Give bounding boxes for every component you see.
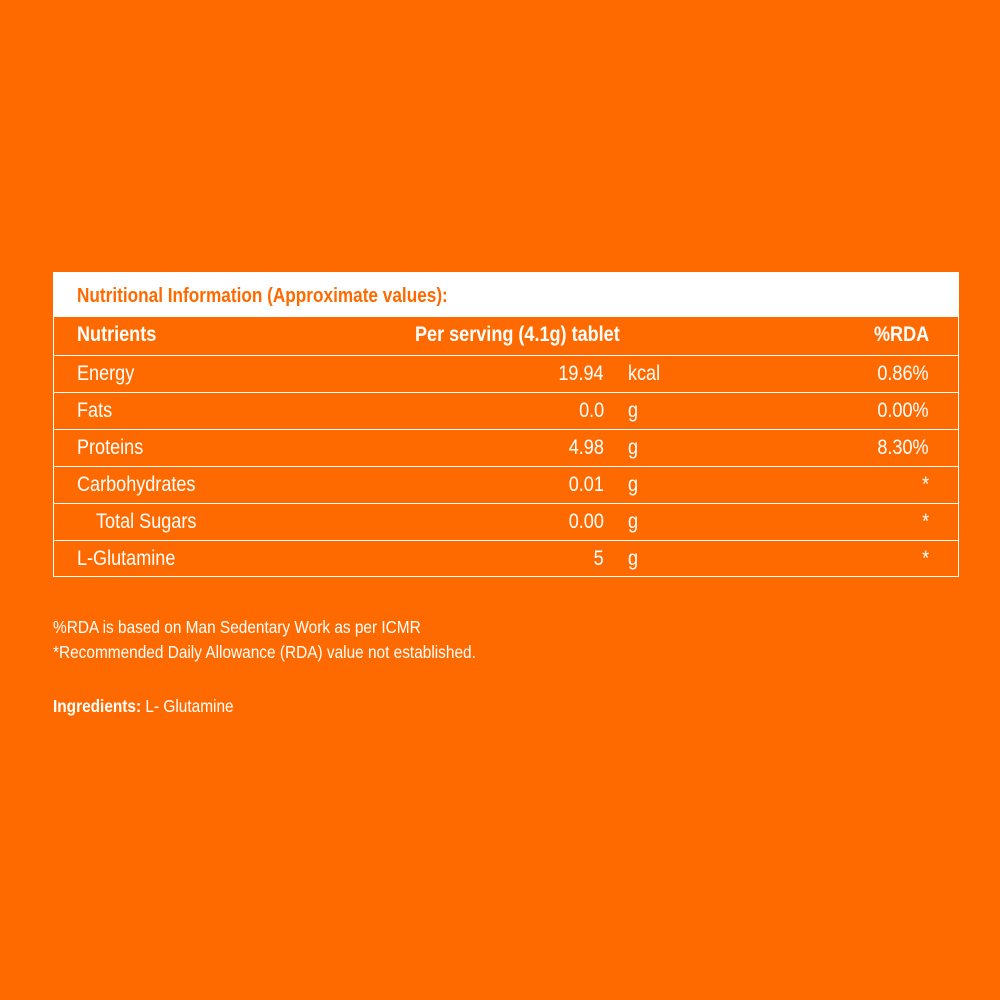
table-row xyxy=(54,503,958,540)
nutrient-unit: g xyxy=(628,399,639,422)
ingredients-label: Ingredients: xyxy=(53,696,142,716)
nutrient-rda: * xyxy=(921,547,929,570)
nutrient-value: 4.98 xyxy=(568,436,604,459)
nutrient-rda: 0.00% xyxy=(877,399,929,422)
header-rda: %RDA xyxy=(873,323,929,346)
nutrition-table xyxy=(53,272,959,577)
nutrient-rda: * xyxy=(921,473,929,496)
nutrient-unit: g xyxy=(628,547,639,570)
nutrient-name: Energy xyxy=(77,362,135,385)
header-per-serving: Per serving (4.1g) tablet xyxy=(415,323,620,346)
table-title: Nutritional Information (Approximate values): xyxy=(54,273,958,317)
table-row xyxy=(54,429,958,466)
nutrient-unit: g xyxy=(628,510,639,533)
nutrient-name: Total Sugars xyxy=(96,510,197,533)
table-row xyxy=(54,466,958,503)
table-row xyxy=(54,540,958,577)
nutrient-unit: g xyxy=(628,436,639,459)
rda-basis-note: %RDA is based on Man Sedentary Work as per ICMR xyxy=(53,617,421,637)
nutrient-name: Fats xyxy=(77,399,113,422)
nutrient-name: Proteins xyxy=(77,436,144,459)
nutrient-value: 0.00 xyxy=(568,510,604,533)
nutrient-value: 0.01 xyxy=(568,473,604,496)
ingredients-value: L- Glutamine xyxy=(141,696,234,716)
nutrient-unit: g xyxy=(628,473,639,496)
table-row xyxy=(54,355,958,392)
table-header-row xyxy=(54,317,958,355)
footnotes xyxy=(53,615,534,665)
nutrient-value: 0.0 xyxy=(578,399,604,422)
nutrient-value: 5 xyxy=(593,547,604,570)
nutrient-name: L-Glutamine xyxy=(77,547,176,570)
nutrient-rda: 8.30% xyxy=(877,436,929,459)
nutrient-rda: * xyxy=(921,510,929,533)
table-row xyxy=(54,392,958,429)
nutrient-name: Carbohydrates xyxy=(77,473,196,496)
nutrient-value: 19.94 xyxy=(558,362,604,385)
nutrient-unit: kcal xyxy=(628,362,661,385)
header-nutrients: Nutrients xyxy=(77,323,157,346)
rda-not-established-note: *Recommended Daily Allowance (RDA) value not established. xyxy=(53,642,476,662)
nutrient-rda: 0.86% xyxy=(877,362,929,385)
ingredients-line xyxy=(53,694,258,719)
